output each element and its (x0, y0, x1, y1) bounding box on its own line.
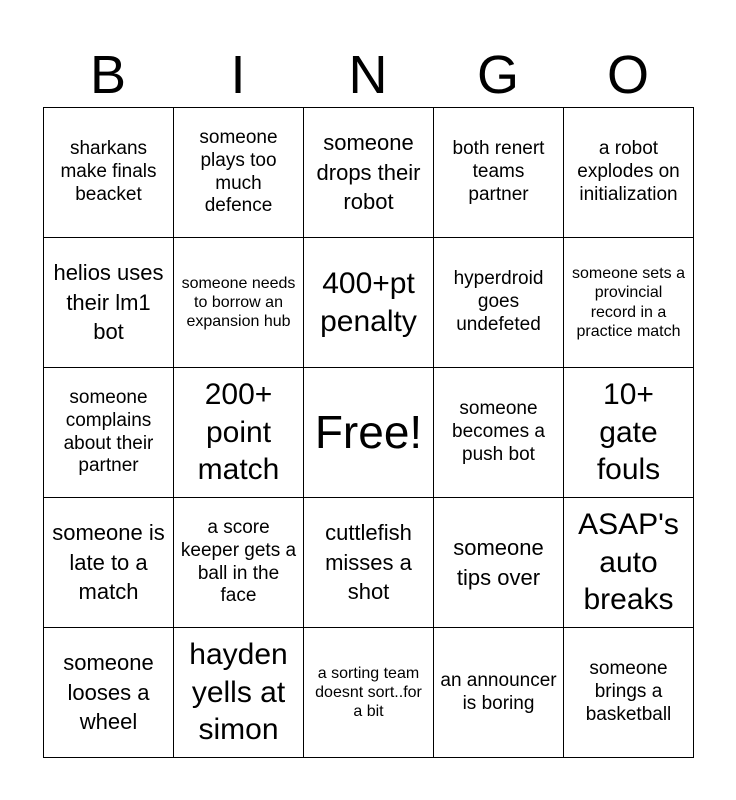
bingo-cell[interactable]: someone looses a wheel (44, 628, 174, 758)
grid-row (44, 368, 694, 498)
bingo-cell[interactable]: a score keeper gets a ball in the face (174, 498, 304, 628)
grid-row (44, 498, 694, 628)
header-letter-o: O (606, 45, 649, 105)
header-letter-i: I (230, 45, 246, 105)
bingo-cell[interactable]: cuttlefish misses a shot (304, 498, 434, 628)
bingo-cell[interactable]: a sorting team doesnt sort..for a bit (304, 628, 434, 758)
grid-row (44, 628, 694, 758)
bingo-cell[interactable]: sharkans make finals beacket (44, 108, 174, 238)
grid-row (44, 108, 694, 238)
bingo-cell[interactable]: someone is late to a match (44, 498, 174, 628)
bingo-cell[interactable]: someone tips over (434, 498, 564, 628)
header-letter-n: N (348, 45, 388, 105)
bingo-grid (43, 107, 694, 758)
bingo-cell[interactable]: helios uses their lm1 bot (44, 238, 174, 368)
header-letter-g: G (476, 45, 519, 105)
bingo-cell[interactable]: someone drops their robot (304, 108, 434, 238)
bingo-cell[interactable]: hyperdroid goes undefeted (434, 238, 564, 368)
bingo-header (43, 44, 693, 106)
bingo-cell[interactable]: someone brings a basketball (564, 628, 694, 758)
bingo-cell[interactable]: hayden yells at simon (174, 628, 304, 758)
bingo-cell[interactable]: 200+ point match (174, 368, 304, 498)
bingo-cell[interactable]: an announcer is boring (434, 628, 564, 758)
bingo-cell[interactable]: 10+ gate fouls (564, 368, 694, 498)
header-letter-b: B (89, 45, 127, 105)
bingo-cell[interactable]: someone complains about their partner (44, 368, 174, 498)
bingo-cell[interactable]: someone plays too much defence (174, 108, 304, 238)
bingo-cell[interactable]: someone becomes a push bot (434, 368, 564, 498)
bingo-cell[interactable]: someone needs to borrow an expansion hub (174, 238, 304, 368)
bingo-cell[interactable]: 400+pt penalty (304, 238, 434, 368)
bingo-cell[interactable]: ASAP's auto breaks (564, 498, 694, 628)
grid-row (44, 238, 694, 368)
bingo-cell[interactable]: both renert teams partner (434, 108, 564, 238)
bingo-cell[interactable]: a robot explodes on initialization (564, 108, 694, 238)
free-space[interactable]: Free! (304, 368, 434, 498)
bingo-cell[interactable]: someone sets a provincial record in a practice match (564, 238, 694, 368)
